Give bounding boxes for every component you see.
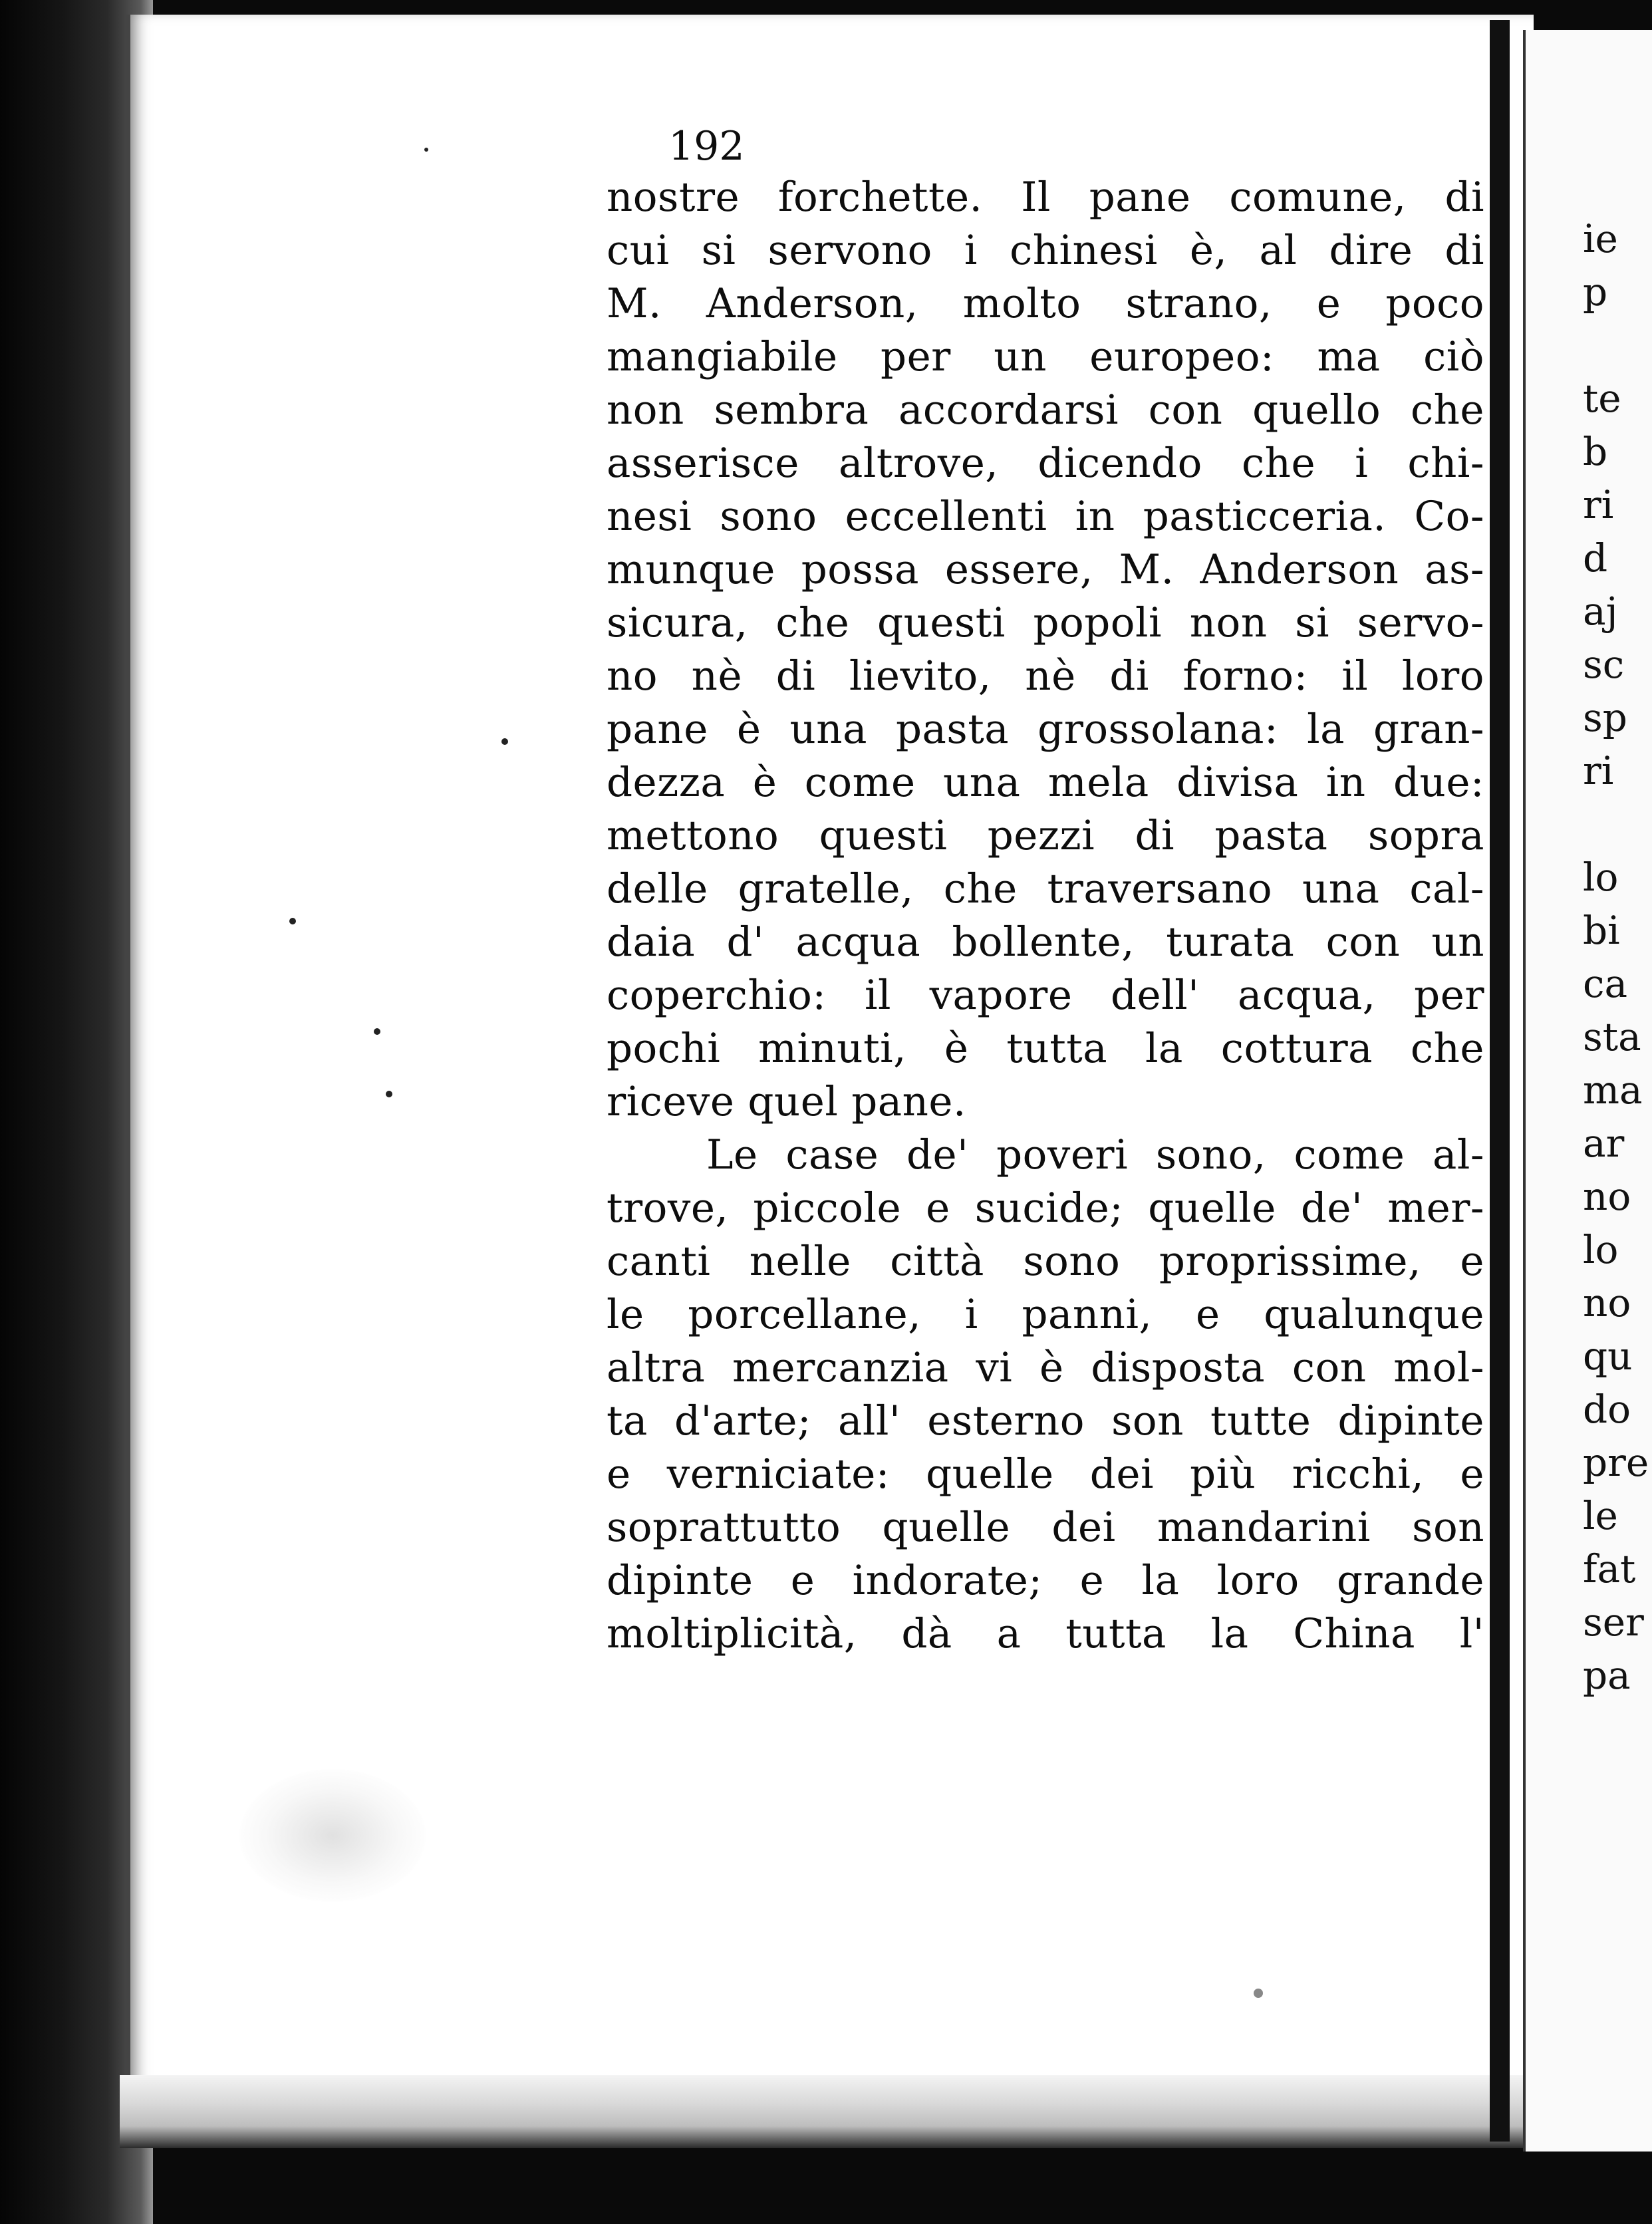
text-line: mangiabile per un europeo: ma ciò — [607, 333, 1484, 380]
facing-fragment: d — [1583, 535, 1608, 581]
text-line: munque possa essere, M. Anderson as- — [607, 546, 1484, 593]
text-line: soprattutto quelle dei mandarini son — [607, 1504, 1484, 1551]
facing-fragment: no — [1583, 1280, 1631, 1325]
text-line: nesi sono eccellenti in pasticceria. Co- — [607, 493, 1484, 540]
facing-fragment: sta — [1583, 1014, 1641, 1059]
text-line: pane è una pasta grossolana: la gran- — [607, 706, 1484, 753]
facing-fragment: ma — [1583, 1067, 1643, 1113]
text-line: delle gratelle, che traversano una cal- — [607, 865, 1484, 912]
page-number: 192 — [668, 123, 745, 170]
text-line: moltiplicità, dà a tutta la China l' — [607, 1610, 1484, 1657]
paper-speck — [424, 148, 428, 152]
paper-speck — [501, 738, 508, 745]
facing-fragment: p — [1583, 269, 1608, 315]
facing-fragment: ri — [1583, 482, 1614, 527]
facing-fragment: ie — [1583, 216, 1618, 261]
paper-speck — [1254, 1989, 1263, 1998]
facing-fragment: sc — [1583, 642, 1625, 687]
text-line: riceve quel pane. — [607, 1078, 966, 1125]
text-line: asserisce altrove, dicendo che i chi- — [607, 440, 1484, 487]
text-line: daia d' acqua bollente, turata con un — [607, 918, 1484, 966]
facing-fragment: pre — [1583, 1440, 1649, 1485]
facing-fragment: ar — [1583, 1121, 1625, 1166]
text-line: cui si servono i chinesi è, al dire di — [607, 227, 1484, 274]
facing-fragment: qu — [1583, 1333, 1633, 1379]
text-line: coperchio: il vapore dell' acqua, per — [607, 972, 1484, 1019]
text-line: non sembra accordarsi con quello che — [607, 386, 1484, 434]
text-line: nostre forchette. Il pane comune, di — [607, 174, 1484, 221]
text-line: pochi minuti, è tutta la cottura che — [607, 1025, 1484, 1072]
facing-fragment: aj — [1583, 589, 1618, 634]
facing-fragment: do — [1583, 1387, 1631, 1432]
text-line: altra mercanzia vi è disposta con mol- — [607, 1344, 1484, 1391]
facing-fragment: le — [1583, 1493, 1618, 1538]
facing-fragment: ri — [1583, 748, 1614, 793]
text-line: dipinte e indorate; e la loro grande — [607, 1557, 1484, 1604]
page-gutter — [1490, 20, 1510, 2142]
text-line: mettono questi pezzi di pasta sopra — [607, 812, 1484, 859]
text-line: M. Anderson, molto strano, e poco — [607, 280, 1484, 327]
paper-speck — [374, 1028, 380, 1035]
text-line: no nè di lievito, nè di forno: il loro — [607, 652, 1484, 700]
facing-fragment: fat — [1583, 1546, 1636, 1592]
paper-stain — [239, 1769, 426, 1902]
facing-fragment: pa — [1583, 1653, 1631, 1698]
text-line: ta d'arte; all' esterno son tutte dipinte — [607, 1397, 1484, 1445]
text-line: Le case de' poveri sono, come al- — [706, 1131, 1484, 1179]
text-line: e verniciate: quelle dei più ricchi, e — [607, 1451, 1484, 1498]
facing-fragment: lo — [1583, 855, 1619, 900]
paper-speck — [289, 918, 296, 924]
text-line: canti nelle città sono proprissime, e — [607, 1238, 1484, 1285]
facing-fragment: b — [1583, 429, 1608, 474]
facing-fragment: bi — [1583, 908, 1620, 953]
text-line: le porcellane, i panni, e qualunque — [607, 1291, 1484, 1338]
text-line: trove, piccole e sucide; quelle de' mer- — [607, 1184, 1484, 1232]
facing-fragment: lo — [1583, 1227, 1619, 1272]
facing-fragment: te — [1583, 376, 1621, 421]
paper-speck — [386, 1091, 392, 1097]
text-line: sicura, che questi popoli non si servo- — [607, 599, 1484, 646]
page-bottom-edge — [120, 2075, 1536, 2148]
facing-fragment: ca — [1583, 961, 1628, 1006]
facing-fragment: ser — [1583, 1599, 1644, 1645]
text-line: dezza è come una mela divisa in due: — [607, 759, 1484, 806]
facing-fragment: sp — [1583, 695, 1627, 740]
facing-fragment: no — [1583, 1174, 1631, 1219]
